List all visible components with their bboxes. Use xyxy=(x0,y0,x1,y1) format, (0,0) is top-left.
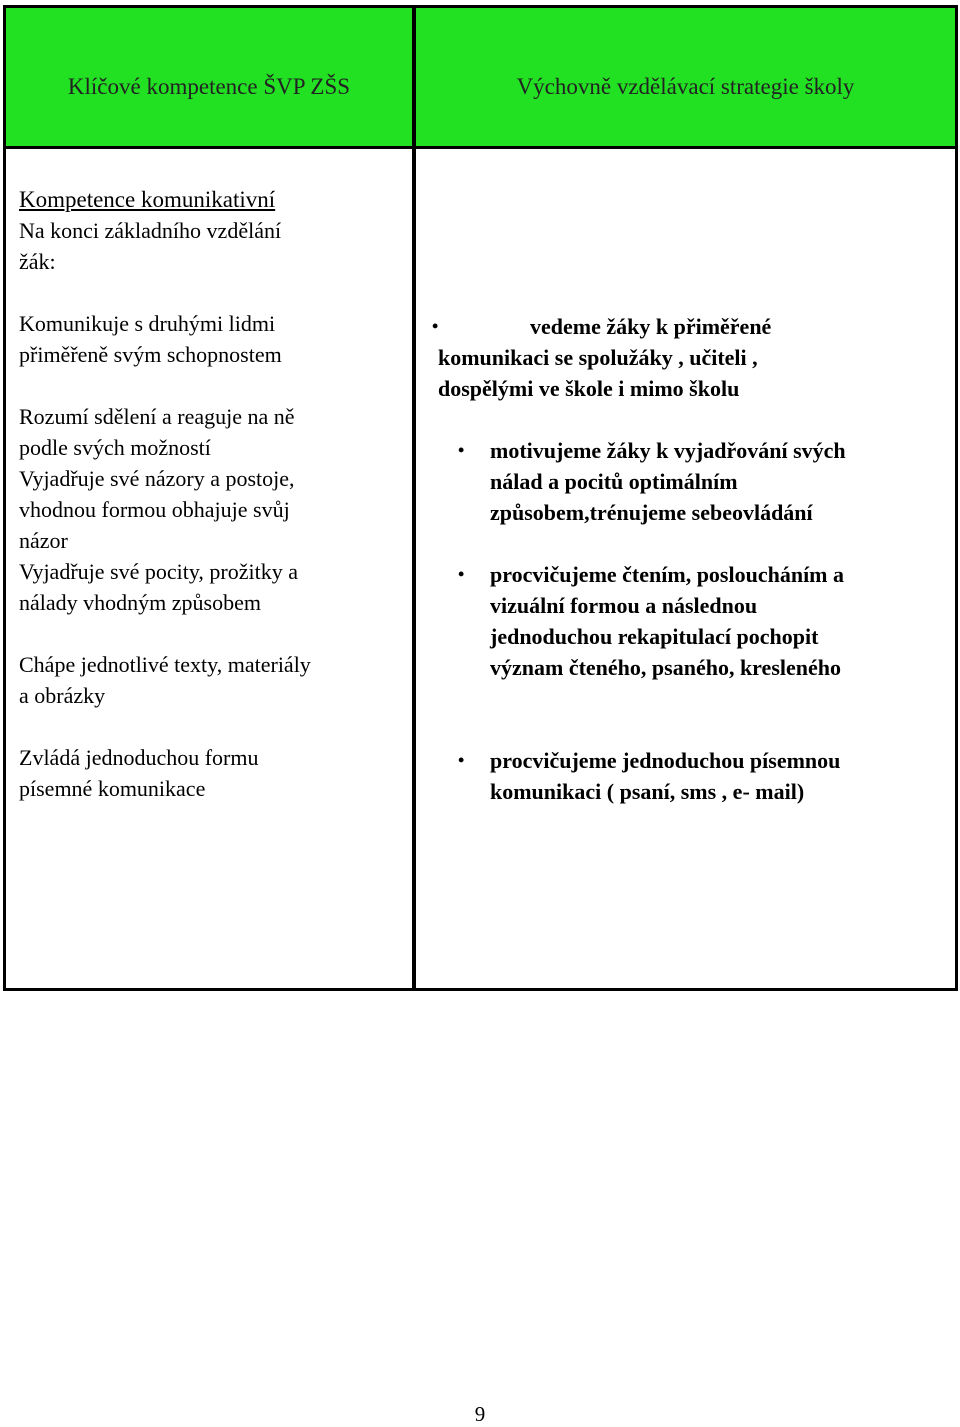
competence-line: podle svých možností xyxy=(19,435,211,460)
competence-line: názor xyxy=(19,528,68,553)
competence-line: a obrázky xyxy=(19,683,106,708)
bullet-icon: • xyxy=(432,316,439,336)
left-column-competences xyxy=(6,149,416,988)
strategy-line: význam čteného, psaného, kresleného xyxy=(490,655,841,680)
strategy-line: vizuální formou a následnou xyxy=(490,593,758,618)
page-number: 9 xyxy=(474,1402,486,1426)
strategy-line: dospělými ve škole i mimo školu xyxy=(438,376,740,401)
header-strategies-text: Výchovně vzdělávací strategie školy xyxy=(516,74,855,99)
strategy-item xyxy=(458,435,955,528)
intro-line: Na konci základního vzdělání xyxy=(19,218,282,243)
competence-title: Kompetence komunikativní xyxy=(19,187,276,212)
strategy-line: způsobem,trénujeme sebeovládání xyxy=(490,500,813,525)
competence-line: Chápe jednotlivé texty, materiály xyxy=(19,652,311,677)
strategy-line: procvičujeme čtením, posloucháním a xyxy=(490,562,845,587)
strategy-line: nálad a pocitů optimálním xyxy=(490,469,738,494)
strategy-line: procvičujeme jednoduchou písemnou xyxy=(490,748,841,773)
competence-line: Vyjadřuje své pocity, prožitky a xyxy=(19,559,298,584)
competence-line: Komunikuje s druhými lidmi xyxy=(19,311,276,336)
intro-line: žák: xyxy=(19,249,56,274)
strategy-item xyxy=(458,745,955,807)
competence-line: vhodnou formou obhajuje svůj xyxy=(19,497,290,522)
strategy-line: jednoduchou rekapitulací pochopit xyxy=(490,624,819,649)
strategy-line: komunikaci se spolužáky , učiteli , xyxy=(438,345,758,370)
header-strategies xyxy=(416,8,955,149)
bullet-icon: • xyxy=(458,564,465,584)
competence-line: písemné komunikace xyxy=(19,776,206,801)
header-key-competences xyxy=(6,8,416,149)
competence-line: nálady vhodným způsobem xyxy=(19,590,261,615)
competence-table xyxy=(3,5,958,991)
bullet-icon: • xyxy=(458,440,465,460)
header-key-competences-text: Klíčové kompetence ŠVP ZŠS xyxy=(67,74,351,99)
competence-line: Zvládá jednoduchou formu xyxy=(19,745,259,770)
competence-line: Rozumí sdělení a reaguje na ně xyxy=(19,404,295,429)
strategy-item xyxy=(432,311,955,404)
strategy-line: vedeme žáky k přiměřené xyxy=(530,314,772,339)
strategy-line: komunikaci ( psaní, sms , e- mail) xyxy=(490,779,805,804)
right-column-strategies xyxy=(416,149,955,988)
competence-line: Vyjadřuje své názory a postoje, xyxy=(19,466,295,491)
strategy-item xyxy=(458,559,955,683)
strategy-line: motivujeme žáky k vyjadřování svých xyxy=(490,438,846,463)
competence-line: přiměřeně svým schopnostem xyxy=(19,342,282,367)
bullet-icon: • xyxy=(458,750,465,770)
